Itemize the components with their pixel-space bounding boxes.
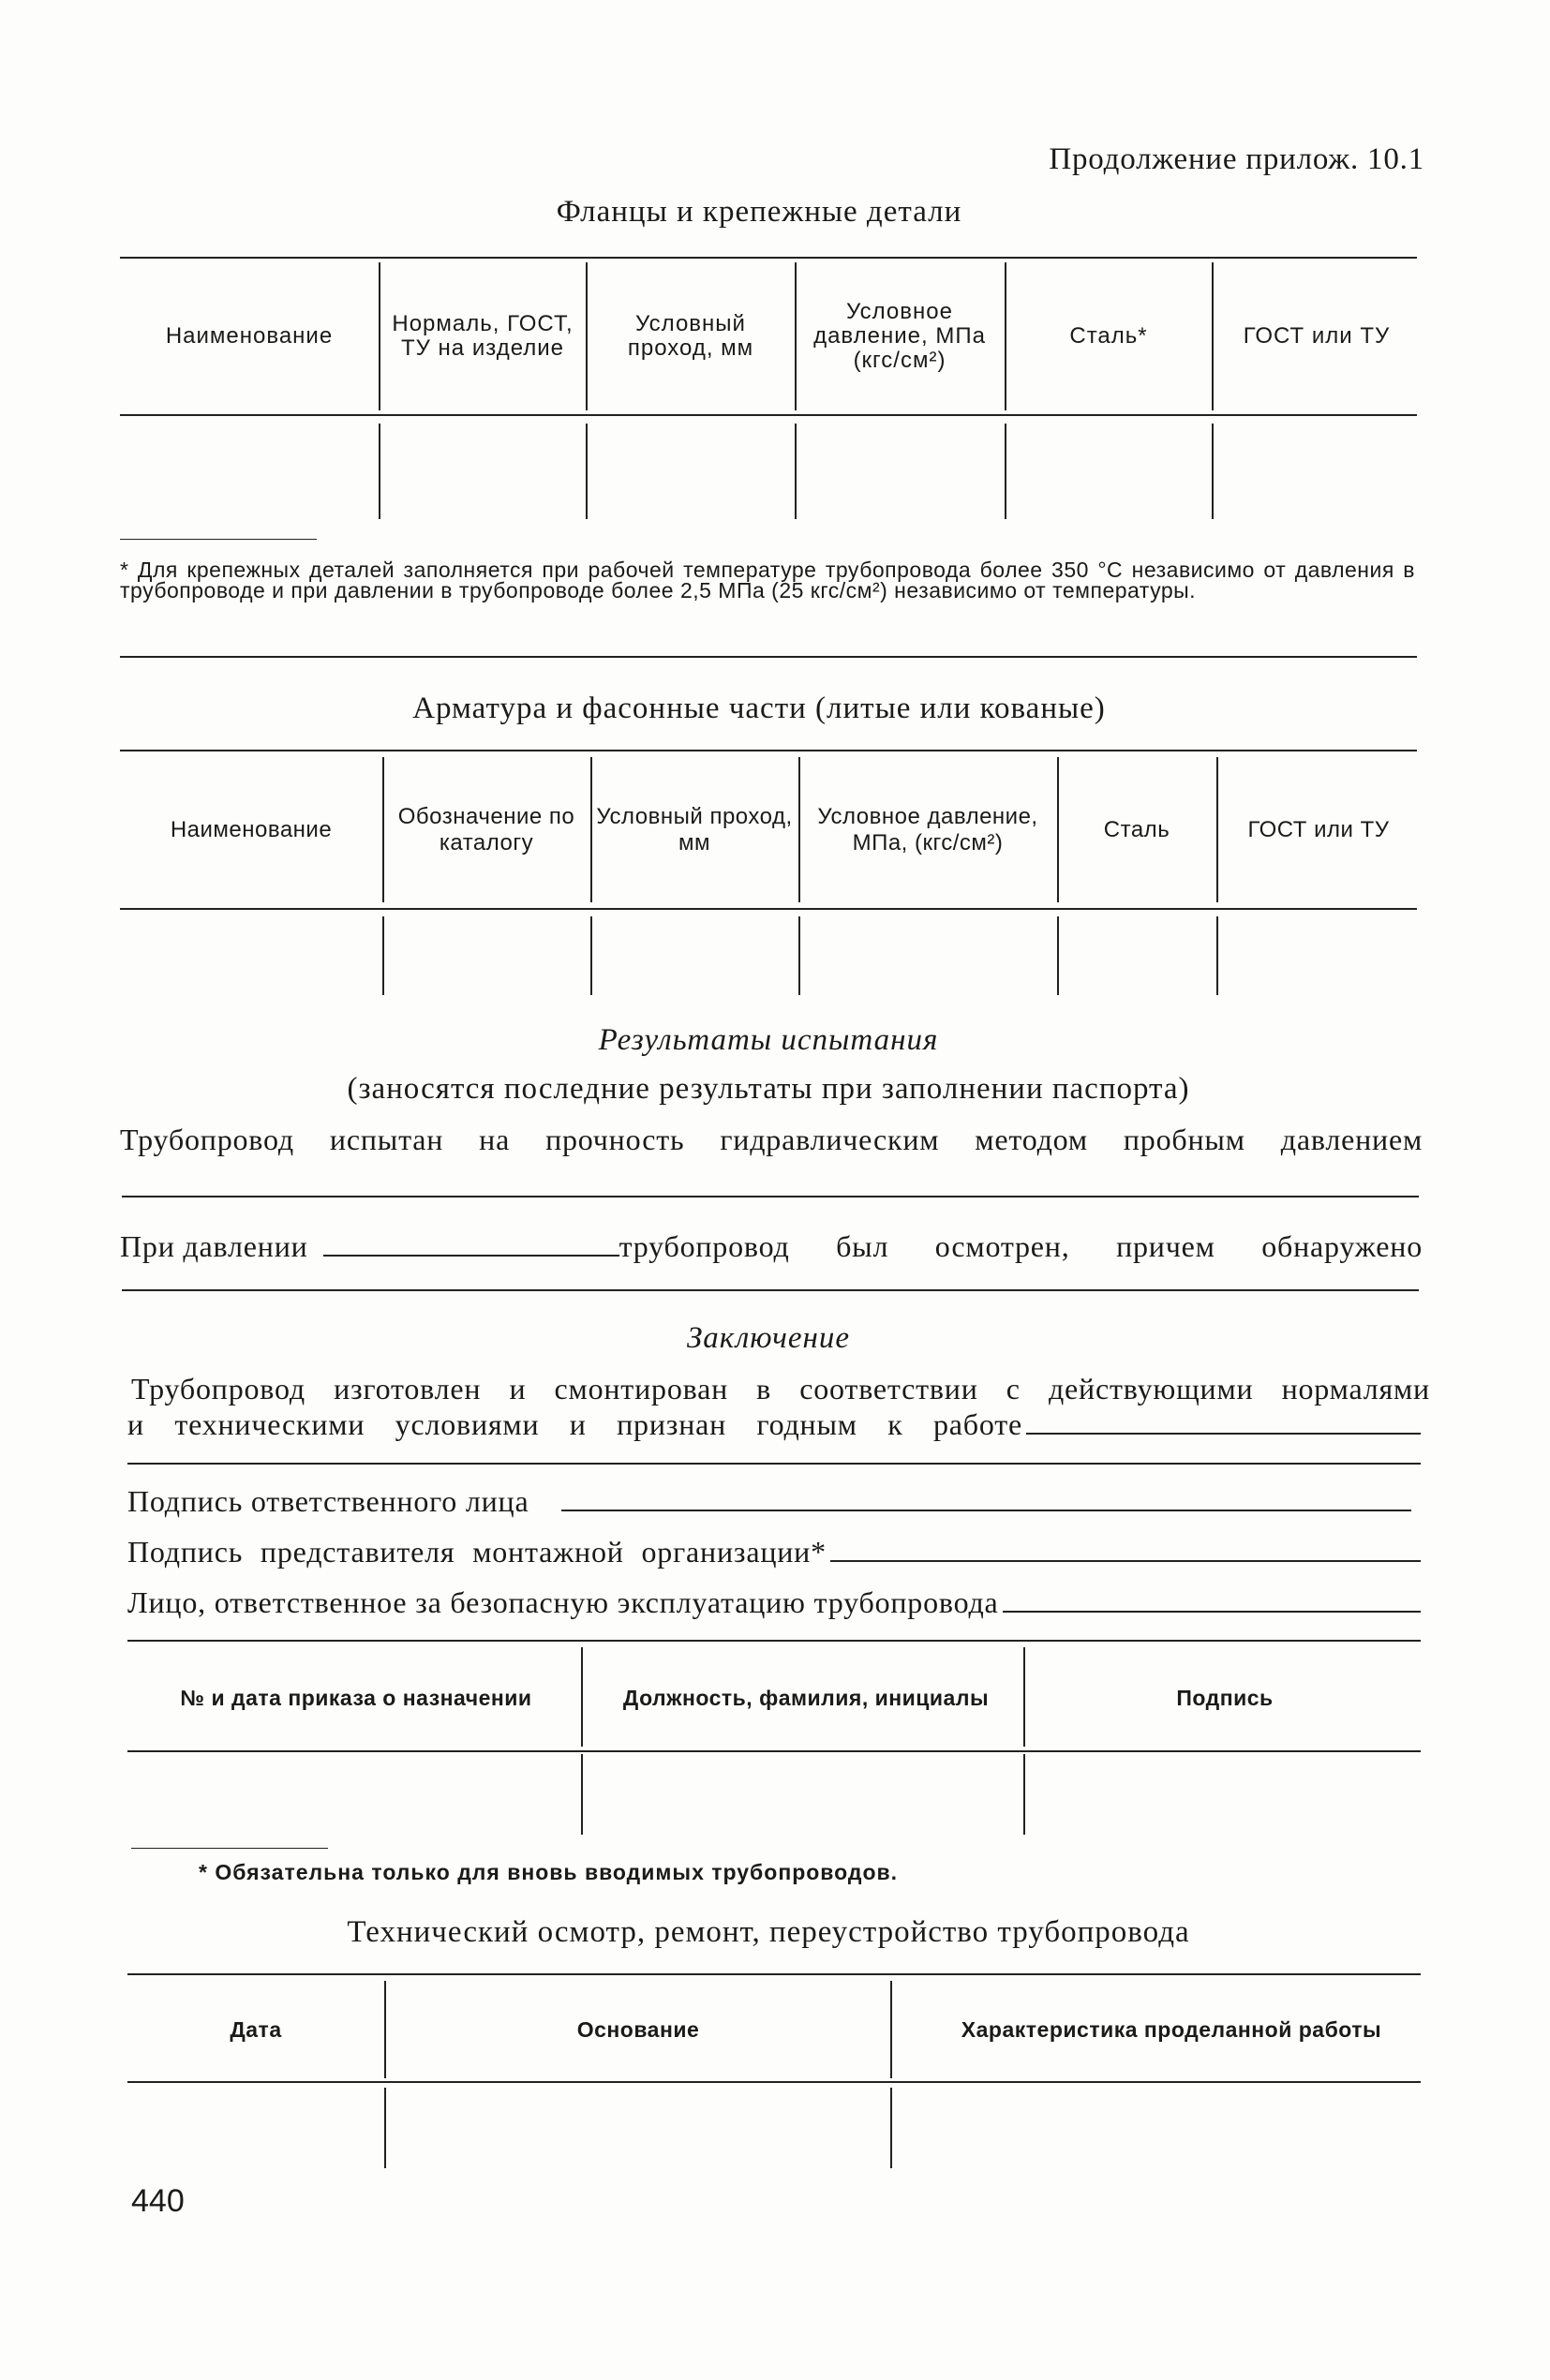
inspection-col-date: Дата <box>230 2017 282 2042</box>
test-pressure-row <box>120 1229 1423 1264</box>
safe-operation-blank[interactable] <box>1003 1611 1421 1613</box>
sign-responsible-blank[interactable] <box>561 1510 1412 1511</box>
test-results-subtitle: (заносятся последние результаты при заполнении паспорта) <box>347 1072 1190 1106</box>
appointment-col-signature: Подпись <box>1176 1686 1274 1710</box>
sign-installer-blank[interactable] <box>830 1560 1421 1562</box>
conclusion-line2: и техническими условиями и признан годным к работе <box>127 1407 1022 1441</box>
flanges-footnote: * Для крепежных деталей заполняется при рабочей температуре трубопровода более 350 °С независимо от давления в трубопроводе и при давлении в трубопроводе более 2,5 МПа (25 кгс/см²) независимо от температуры. <box>120 558 1415 602</box>
conclusion-line2-row <box>127 1407 1421 1442</box>
footnote-separator <box>120 539 317 540</box>
inspection-col-work: Характеристика проделанной работы <box>961 2017 1382 2042</box>
safe-operation-label: Лицо, ответственное за безопасную эксплуатацию трубопровода <box>127 1585 999 1619</box>
fittings-title: Арматура и фасонные части (литые или кованые) <box>412 692 1106 725</box>
appointment-col-position: Должность, фамилия, инициалы <box>622 1686 990 1710</box>
flanges-col-pressure: Условное давление, МПа (кгс/см²) <box>813 299 986 373</box>
fittings-col-bore: Условный проход, мм <box>596 803 793 855</box>
fittings-col-name: Наименование <box>170 816 333 842</box>
sign-installer-row <box>127 1535 1421 1569</box>
flanges-col-gost: ГОСТ или ТУ <box>1243 323 1391 349</box>
test-inspected-text: трубопровод был осмотрен, причем обнаружено <box>619 1229 1423 1263</box>
safe-operation-row <box>127 1585 1421 1620</box>
appointment-col-order: № и дата приказа о назначении <box>180 1686 532 1710</box>
test-results-title: Результаты испытания <box>598 1023 939 1057</box>
conclusion-title: Заключение <box>686 1321 851 1355</box>
continuation-label: Продолжение прилож. 10.1 <box>1049 142 1424 176</box>
fit-for-work-blank[interactable] <box>1026 1433 1421 1435</box>
page-number: 440 <box>131 2183 185 2219</box>
flanges-title: Фланцы и крепежные детали <box>556 195 962 229</box>
test-results-line1: Трубопровод испытан на прочность гидравлическим методом пробным давлением <box>120 1123 1423 1156</box>
fittings-col-pressure: Условное давление, МПа, (кгс/см²) <box>817 803 1038 855</box>
flanges-col-standard: Нормаль, ГОСТ, ТУ на изделие <box>392 311 574 361</box>
inspection-title: Технический осмотр, ремонт, переустройство трубопровода <box>347 1915 1190 1949</box>
fittings-col-steel: Сталь <box>1103 816 1170 842</box>
flanges-col-steel: Сталь* <box>1069 323 1148 349</box>
sign-responsible-label: Подпись ответственного лица <box>127 1484 529 1518</box>
inspection-col-basis: Основание <box>576 2017 700 2042</box>
footnote-separator-2 <box>131 1848 328 1849</box>
test-pressure-label: При давлении <box>120 1229 308 1263</box>
fittings-col-gost: ГОСТ или ТУ <box>1247 816 1390 842</box>
sign-responsible-row <box>127 1484 1411 1519</box>
flanges-col-name: Наименование <box>165 323 334 349</box>
sign-installer-label: Подпись представителя монтажной организации* <box>127 1535 827 1569</box>
conclusion-line1: Трубопровод изготовлен и смонтирован в соответствии с действующими нормалями <box>131 1372 1430 1406</box>
pressure-blank[interactable] <box>323 1255 619 1257</box>
appointment-footnote: * Обязательна только для вновь вводимых трубопроводов. <box>199 1860 899 1884</box>
flanges-col-bore: Условный проход, мм <box>627 311 754 361</box>
fittings-col-catalog: Обозначение по каталогу <box>397 803 575 855</box>
